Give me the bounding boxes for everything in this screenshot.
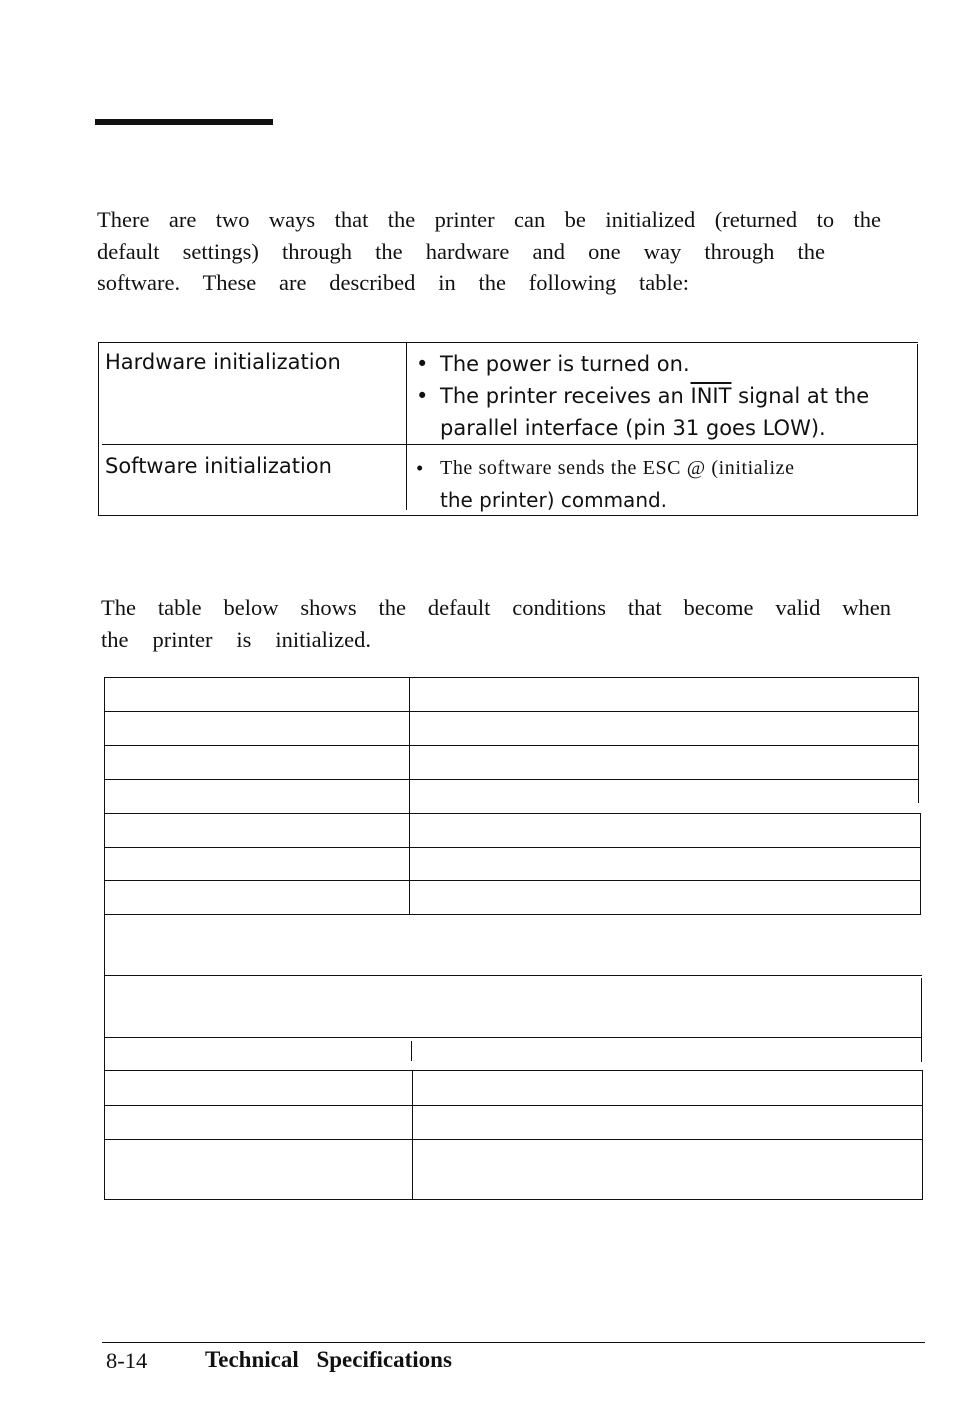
- table-row: [104, 1105, 923, 1106]
- hardware-initialization-list: [416, 348, 869, 444]
- initialization-table: [98, 342, 918, 516]
- table-row: [104, 1037, 922, 1038]
- table-row: [104, 1139, 923, 1140]
- table-border-right: [921, 978, 922, 1062]
- table-row: [104, 813, 921, 814]
- page-number: 8-14: [106, 1348, 148, 1373]
- bullet-text: The software sends the ESC @ (initialize: [440, 457, 795, 479]
- section-heading-rule: [95, 119, 273, 125]
- table-column-divider: [412, 1070, 413, 1200]
- table-row: [104, 745, 919, 746]
- software-initialization-list: [416, 452, 795, 517]
- table-border-right: [918, 677, 919, 803]
- bullet-text: The power is turned on.: [440, 352, 690, 376]
- defaults-intro-line: the printer is initialized.: [101, 626, 371, 652]
- table-row: [104, 779, 919, 780]
- table-row: [104, 1199, 923, 1200]
- table-border-right: [920, 813, 921, 915]
- bullet-text-before: The printer receives an: [440, 384, 691, 408]
- table-row: [104, 711, 919, 712]
- defaults-intro-line: The table below shows the default conditions that become valid when: [101, 595, 891, 620]
- init-signal-name: INIT: [690, 384, 732, 408]
- footer-title: Technical Specifications: [205, 1347, 452, 1372]
- intro-line: software. These are described in the following table:: [97, 270, 689, 295]
- list-item: [416, 452, 795, 517]
- table-row: [104, 975, 922, 976]
- table-row: [104, 677, 919, 678]
- hardware-initialization-label: Hardware initialization: [105, 350, 341, 374]
- table-column-divider: [409, 677, 410, 915]
- list-item: [416, 348, 869, 380]
- bullet-text-after: signal at the: [731, 384, 870, 408]
- intro-line: There are two ways that the printer can be initialized (returned to the: [97, 207, 881, 232]
- table-border-left: [104, 677, 105, 1200]
- bullet-continuation: the printer) command.: [440, 488, 668, 512]
- footer-rule: [102, 1342, 925, 1343]
- intro-line: default settings) through the hardware and one way through the: [97, 238, 825, 264]
- bullet-continuation: parallel interface (pin 31 goes LOW).: [440, 416, 826, 440]
- table-row: [104, 914, 921, 915]
- table-row: [104, 880, 921, 881]
- table-row: [104, 847, 921, 848]
- table-border-right: [922, 1070, 923, 1200]
- bullet-icon: •: [416, 352, 429, 376]
- list-item: [416, 380, 869, 444]
- bullet-icon: •: [416, 456, 424, 480]
- bullet-icon: •: [416, 384, 429, 408]
- software-initialization-label: Software initialization: [105, 454, 332, 478]
- table-row: [104, 1070, 923, 1071]
- defaults-intro-paragraph: [101, 592, 891, 655]
- intro-paragraph: [97, 204, 881, 299]
- table-column-divider: [411, 1041, 412, 1061]
